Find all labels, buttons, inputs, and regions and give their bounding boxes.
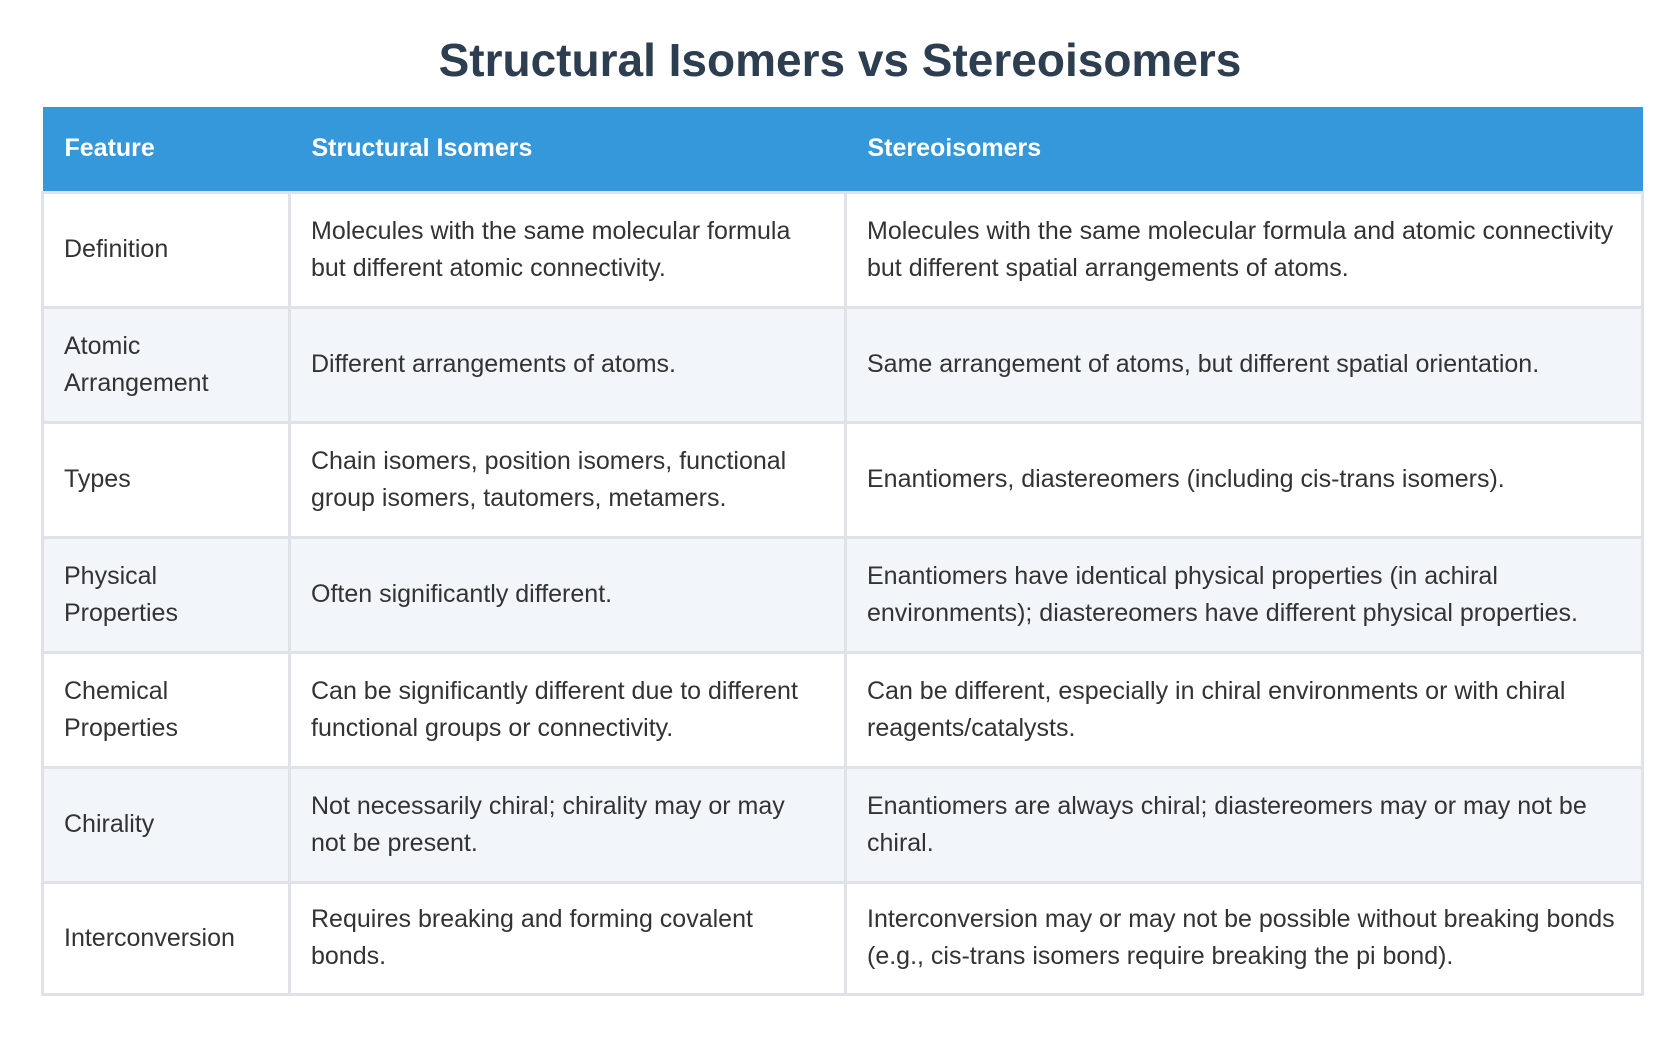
comparison-table-container <box>41 107 1641 996</box>
stereo-cell: Enantiomers are always chiral; diastereomers may or may not be chiral. <box>846 767 1643 882</box>
structural-cell: Not necessarily chiral; chirality may or may not be present. <box>290 767 846 882</box>
structural-cell: Different arrangements of atoms. <box>290 307 846 422</box>
table-body <box>43 192 1643 994</box>
table-row <box>43 882 1643 994</box>
table-row <box>43 652 1643 767</box>
feature-cell: Definition <box>43 192 290 307</box>
header-structural-isomers: Structural Isomers <box>290 107 846 192</box>
structural-cell: Chain isomers, position isomers, functional group isomers, tautomers, metamers. <box>290 422 846 537</box>
stereo-cell: Enantiomers have identical physical properties (in achiral environments); diastereomers have different physical properties. <box>846 537 1643 652</box>
feature-cell: Atomic Arrangement <box>43 307 290 422</box>
table-header <box>43 107 1643 192</box>
table-row <box>43 307 1643 422</box>
feature-cell: Chirality <box>43 767 290 882</box>
comparison-table <box>41 107 1644 996</box>
header-row <box>43 107 1643 192</box>
feature-cell: Types <box>43 422 290 537</box>
stereo-cell: Interconversion may or may not be possible without breaking bonds (e.g., cis-trans isomers require breaking the pi bond). <box>846 882 1643 994</box>
table-row <box>43 422 1643 537</box>
structural-cell: Requires breaking and forming covalent bonds. <box>290 882 846 994</box>
header-stereoisomers: Stereoisomers <box>846 107 1643 192</box>
structural-cell: Often significantly different. <box>290 537 846 652</box>
stereo-cell: Can be different, especially in chiral environments or with chiral reagents/catalysts. <box>846 652 1643 767</box>
feature-cell: Chemical Properties <box>43 652 290 767</box>
feature-cell: Interconversion <box>43 882 290 994</box>
structural-cell: Can be significantly different due to different functional groups or connectivity. <box>290 652 846 767</box>
header-feature: Feature <box>43 107 290 192</box>
structural-cell: Molecules with the same molecular formula but different atomic connectivity. <box>290 192 846 307</box>
feature-cell: Physical Properties <box>43 537 290 652</box>
stereo-cell: Enantiomers, diastereomers (including cis-trans isomers). <box>846 422 1643 537</box>
page-title: Structural Isomers vs Stereoisomers <box>438 34 1242 86</box>
table-row <box>43 192 1643 307</box>
stereo-cell: Same arrangement of atoms, but different spatial orientation. <box>846 307 1643 422</box>
table-row <box>43 537 1643 652</box>
stereo-cell: Molecules with the same molecular formula and atomic connectivity but different spatial arrangements of atoms. <box>846 192 1643 307</box>
table-row <box>43 767 1643 882</box>
